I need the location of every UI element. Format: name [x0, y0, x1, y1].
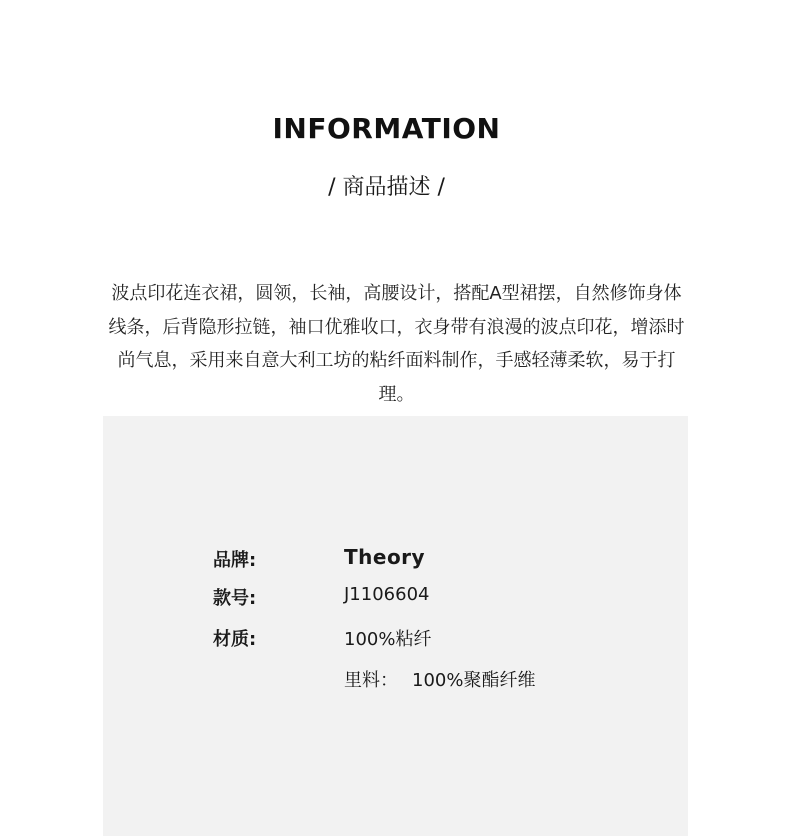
brand-value: Theory	[344, 545, 426, 569]
material-label: 材质:	[213, 629, 257, 650]
product-description: 波点印花连衣裙，圆领，长袖，高腰设计，搭配A型裙摆，自然修饰身体线条，后背隐形拉链，袖口优雅收口，衣身带有浪漫的波点印花，增添时尚气息，采用来自意大利工坊的粘纤面料制作，手感轻薄柔软，易于打理。	[108, 283, 685, 405]
brand-label: 品牌:	[213, 550, 257, 571]
spec-panel	[103, 416, 688, 836]
page-title: INFORMATION	[272, 112, 501, 145]
page-subtitle: / 商品描述 /	[328, 175, 445, 200]
lining-value: 100%聚酯纤维	[412, 670, 536, 691]
style-number-value: J1106604	[344, 584, 430, 605]
lining-row	[344, 666, 535, 692]
style-number-label: 款号:	[213, 588, 257, 609]
lining-label: 里料：	[344, 670, 398, 691]
material-value: 100%粘纤	[344, 629, 432, 650]
